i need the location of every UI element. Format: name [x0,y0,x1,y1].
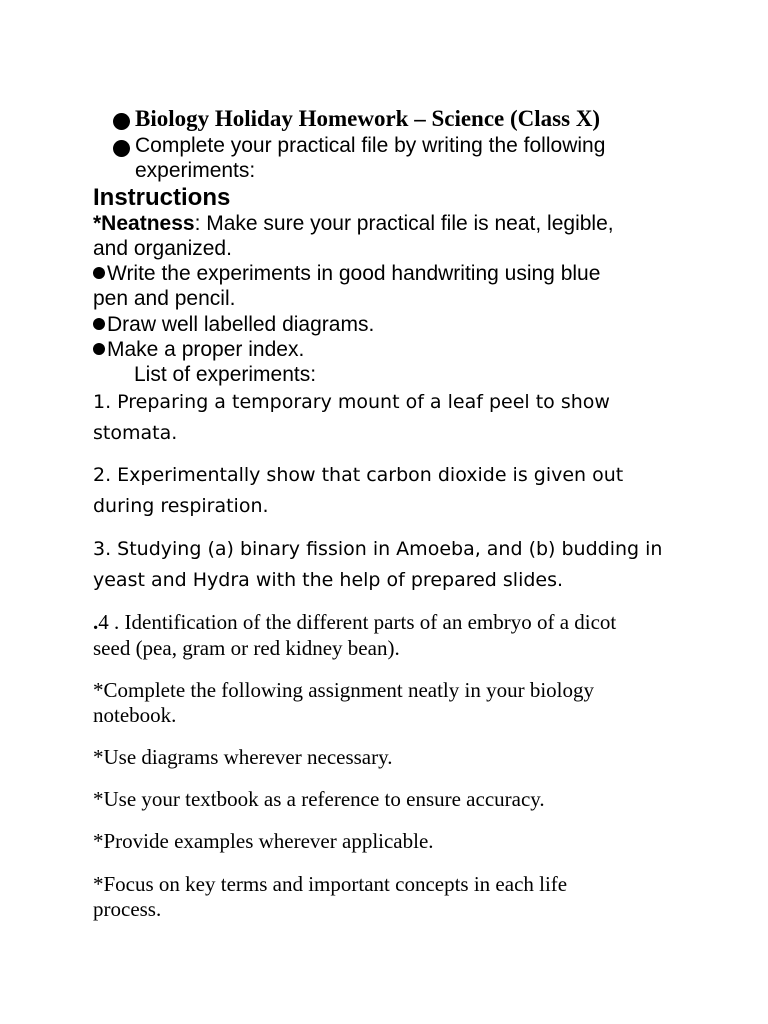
neatness-line-1 [93,212,614,236]
experiment-1-line-1: 1. Preparing a temporary mount of a leaf peel to show [93,391,610,413]
neatness-text: : Make sure your practical file is neat, legible, [194,212,614,235]
experiment-4-line-1 [93,610,616,635]
experiment-2-line-1: 2. Experimentally show that carbon dioxide is given out [93,464,624,486]
experiment-3-line-1: 3. Studying (a) binary fission in Amoeba, and (b) budding in [93,538,663,560]
assignment-note-3: *Use your textbook as a reference to ensure accuracy. [93,787,545,811]
instruction-bullet-2 [93,313,374,337]
assignment-note-4: *Provide examples wherever applicable. [93,829,434,853]
subtitle-line-1: Complete your practical file by writing the following [135,134,606,157]
bullet-icon [93,267,105,279]
bullet-icon [113,140,130,157]
experiment-4-line-2: seed (pea, gram or red kidney bean). [93,636,400,660]
page-title: Biology Holiday Homework – Science (Class X) [135,106,601,131]
experiment-4-text: 4 . Identification of the different parts of an embryo of a dicot [98,610,617,634]
assignment-note-5-line-2: process. [93,897,162,921]
instruction-text: Make a proper index. [107,338,305,361]
instruction-bullet-1-cont: pen and pencil. [93,287,236,310]
bullet-icon [93,343,105,355]
assignment-note-1-line-1: *Complete the following assignment neatly in your biology [93,678,595,702]
assignment-note-2: *Use diagrams wherever necessary. [93,745,393,769]
assignment-note-1-line-2: notebook. [93,703,177,727]
subtitle-line-2: experiments: [135,159,256,182]
experiment-4-prefix: . [93,610,99,634]
bullet-icon [93,318,105,330]
instruction-bullet-1 [93,262,600,286]
instruction-text: Write the experiments in good handwriting using blue [107,262,601,285]
list-heading: List of experiments: [134,363,317,386]
assignment-note-5-line-1: *Focus on key terms and important concepts in each life [93,872,568,896]
neatness-label: *Neatness [93,212,195,235]
neatness-line-2: and organized. [93,237,232,260]
experiment-1-line-2: stomata. [93,422,178,444]
experiment-2-line-2: during respiration. [93,495,269,517]
instruction-bullet-3 [93,338,304,362]
instructions-heading: Instructions [93,184,231,211]
bullet-icon [113,113,130,130]
experiment-3-line-2: yeast and Hydra with the help of prepared slides. [93,569,564,591]
instruction-text: Draw well labelled diagrams. [107,313,375,336]
